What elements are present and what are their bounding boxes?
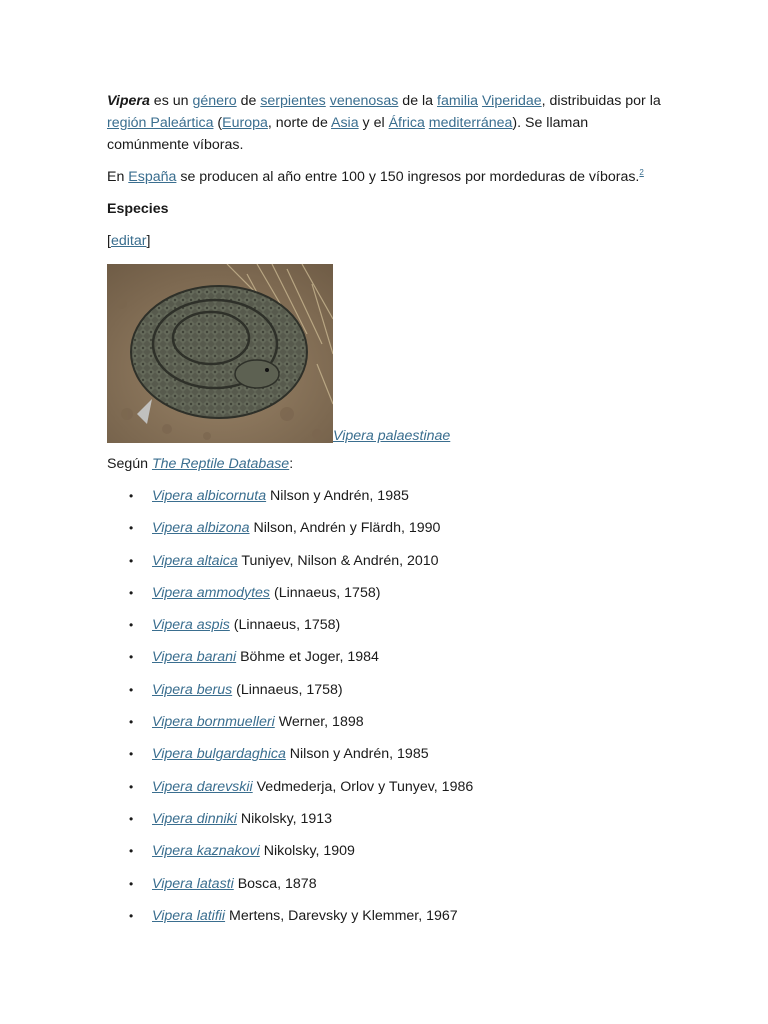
bullet-icon: • xyxy=(129,811,134,826)
list-item xyxy=(107,840,663,862)
figure-caption-link[interactable]: Vipera palaestinae xyxy=(333,428,451,444)
list-item xyxy=(107,743,663,765)
list-item xyxy=(107,517,663,539)
edit-bracket: ] xyxy=(146,233,151,249)
species-link[interactable]: Vipera bornmuelleri xyxy=(152,714,275,731)
list-item xyxy=(107,614,663,636)
list-item xyxy=(107,776,663,798)
list-item xyxy=(107,550,663,572)
list-item xyxy=(107,679,663,701)
bullet-icon: • xyxy=(129,844,134,859)
bullet-icon: • xyxy=(129,876,134,891)
species-link[interactable]: Vipera darevskii xyxy=(152,778,253,795)
bullet-icon: • xyxy=(129,682,134,697)
list-item xyxy=(107,808,663,830)
species-link[interactable]: Vipera berus xyxy=(152,681,233,698)
bullet-icon: • xyxy=(129,521,134,536)
species-link[interactable]: Vipera altaica xyxy=(152,552,238,569)
species-author: Nilson y Andrén, 1985 xyxy=(285,746,429,763)
species-author: Werner, 1898 xyxy=(274,714,364,731)
bullet-icon: • xyxy=(129,747,134,762)
list-item xyxy=(107,485,663,507)
spain-text: se producen al año entre 100 y 150 ingresos por mordeduras de víboras. xyxy=(176,169,640,185)
intro-text: , norte de xyxy=(267,115,331,131)
intro-text: de la xyxy=(398,93,438,109)
bullet-icon: • xyxy=(129,650,134,665)
section-heading: Especies xyxy=(107,201,169,217)
bullet-icon: • xyxy=(129,715,134,730)
species-list xyxy=(107,485,663,927)
viper-photo[interactable] xyxy=(107,264,333,443)
source-line xyxy=(107,453,663,475)
species-author: (Linnaeus, 1758) xyxy=(232,681,343,698)
edit-section xyxy=(107,230,663,252)
species-author: Nikolsky, 1913 xyxy=(236,810,333,827)
species-link[interactable]: Vipera albizona xyxy=(152,520,250,537)
link-europa[interactable]: Europa xyxy=(222,115,268,131)
intro-text: , distribuidas por la xyxy=(541,93,661,109)
intro-paragraph xyxy=(107,90,663,156)
coiled-snake xyxy=(131,286,307,418)
species-author: Nilson y Andrén, 1985 xyxy=(266,488,409,504)
species-author: Böhme et Joger, 1984 xyxy=(236,649,379,666)
species-link[interactable]: Vipera aspis xyxy=(152,617,230,634)
source-text: : xyxy=(289,456,294,472)
article-content xyxy=(107,90,663,937)
intro-text: ). Se llaman comúnmente víboras. xyxy=(107,115,589,153)
link-viperidae[interactable]: Viperidae xyxy=(481,93,542,109)
source-text: Según xyxy=(107,456,152,472)
bullet-icon: • xyxy=(129,618,134,633)
list-item xyxy=(107,873,663,895)
intro-text: ( xyxy=(213,115,223,131)
edit-bracket: [ xyxy=(107,233,111,249)
spain-text: En xyxy=(107,169,129,185)
link-familia[interactable]: familia xyxy=(437,93,479,109)
species-author: Mertens, Darevsky y Klemmer, 1967 xyxy=(225,907,458,924)
list-item xyxy=(107,582,663,604)
species-link[interactable]: Vipera latifii xyxy=(152,907,226,924)
list-item xyxy=(107,711,663,733)
bullet-icon: • xyxy=(129,585,134,600)
reference-link[interactable]: 2 xyxy=(639,168,644,177)
species-author: (Linnaeus, 1758) xyxy=(270,584,381,601)
species-link[interactable]: Vipera barani xyxy=(152,649,237,666)
link-espana[interactable]: España xyxy=(128,169,177,185)
species-author: (Linnaeus, 1758) xyxy=(229,617,341,634)
species-author: Tuniyev, Nilson & Andrén, 2010 xyxy=(237,552,439,569)
link-africa[interactable]: África xyxy=(388,115,425,131)
species-link[interactable]: Vipera ammodytes xyxy=(152,584,271,601)
species-link[interactable]: Vipera bulgardaghica xyxy=(152,746,286,763)
link-mediterranea[interactable]: mediterránea xyxy=(428,115,513,131)
species-author: Vedmederja, Orlov y Tunyev, 1986 xyxy=(252,778,474,795)
species-author: Bosca, 1878 xyxy=(233,875,317,892)
link-serpientes[interactable]: serpientes xyxy=(260,93,326,109)
species-link[interactable]: Vipera dinniki xyxy=(152,810,237,827)
intro-text: es un xyxy=(149,93,193,109)
link-genero[interactable]: género xyxy=(192,93,237,109)
species-author: Nilson, Andrén y Flärdh, 1990 xyxy=(249,520,441,537)
bullet-icon: • xyxy=(129,779,134,794)
list-item xyxy=(107,646,663,668)
link-venenosas[interactable]: venenosas xyxy=(329,93,399,109)
bullet-icon: • xyxy=(129,908,134,923)
link-region-paleartica[interactable]: región Paleártica xyxy=(107,115,214,131)
bullet-icon: • xyxy=(129,489,134,503)
intro-text: de xyxy=(236,93,261,109)
reptile-database-link[interactable]: The Reptile Database xyxy=(151,456,290,472)
list-item xyxy=(107,905,663,927)
genus-name: Vipera xyxy=(107,93,150,109)
species-link[interactable]: Vipera kaznakovi xyxy=(152,843,260,860)
bullet-icon: • xyxy=(129,553,134,568)
link-asia[interactable]: Asia xyxy=(331,115,359,131)
species-author: Nikolsky, 1909 xyxy=(259,843,355,860)
edit-link[interactable]: editar xyxy=(110,233,147,249)
intro-text: y el xyxy=(358,115,389,131)
spain-paragraph xyxy=(107,166,663,188)
species-link[interactable]: Vipera latasti xyxy=(152,875,234,892)
species-link[interactable]: Vipera albicornuta xyxy=(152,488,267,504)
species-figure xyxy=(107,264,663,443)
